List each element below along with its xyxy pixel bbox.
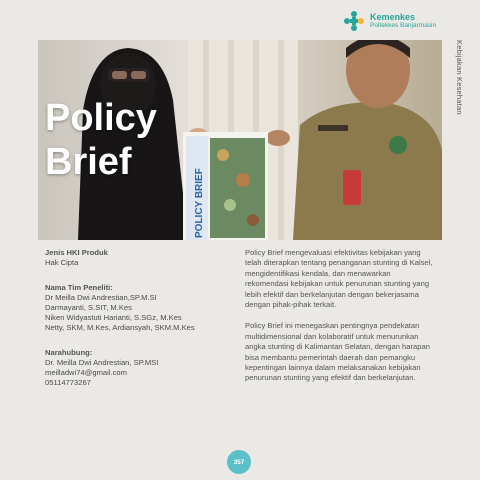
jenis-value: Hak Cipta	[45, 258, 79, 267]
page-title	[45, 96, 157, 184]
logo-title: Kemenkes	[370, 11, 416, 22]
tim-member: Dr Meilla Dwi Andrestian,SP.M.SI	[45, 293, 157, 302]
kemenkes-emblem-icon	[343, 10, 365, 32]
tim-member: Darmayanti, S.SIT, M.Kes	[45, 303, 132, 312]
narahubung-email: meilladwi74@gmail.com	[45, 368, 127, 377]
kemenkes-logo	[343, 8, 453, 34]
section-side-label: Kebijakan Kesehatan	[455, 40, 464, 115]
description-paragraph-1: Policy Brief mengevaluasi efektivitas kebijakan yang telah diterapkan tentang penanganan stunting di Kalsel, mengidentifikasi kendala, dan menawarkan rekomendasi kebijakan untuk penurunan stunting yang lebih efektif dan berkelanjutan dengan bekerjasama dengan pihak-pihak terkait.	[245, 248, 433, 310]
logo-subtitle: Poltekkes Banjarmasin	[370, 21, 437, 29]
tim-member: Netty, SKM, M.Kes, Ardiansyah, SKM.M.Kes	[45, 323, 195, 332]
product-details	[45, 248, 225, 388]
narahubung-label: Narahubung:	[45, 348, 93, 357]
description	[245, 248, 435, 395]
jenis-label: Jenis HKI Produk	[45, 248, 108, 257]
description-paragraph-2: Policy Brief ini menegaskan pentingnya pendekatan multidimensional dan kolaboratif untuk menurunkan angka stunting di Kalimantan Selatan, dengan harapan bisa membantu pemerintah daerah dan pemangku kepentingan lainnya dalam melaksanakan kebijakan penurunan stunting yang efektif dan berkelanjutan.	[245, 321, 430, 383]
narahubung-phone: 05114773267	[45, 378, 91, 387]
narahubung-name: Dr. Meilla Dwi Andrestian, SP.MSI	[45, 358, 159, 367]
tim-member: Niken Widyastuti Harianti, S.SGz, M.Kes	[45, 313, 182, 322]
page-number-badge: 357	[227, 450, 251, 474]
booklet-spine-text: POLICY BRIEF	[194, 168, 205, 238]
title-line-2: Brief	[45, 141, 132, 183]
title-line-1: Policy	[45, 97, 157, 139]
tim-label: Nama Tim Peneliti:	[45, 283, 113, 292]
